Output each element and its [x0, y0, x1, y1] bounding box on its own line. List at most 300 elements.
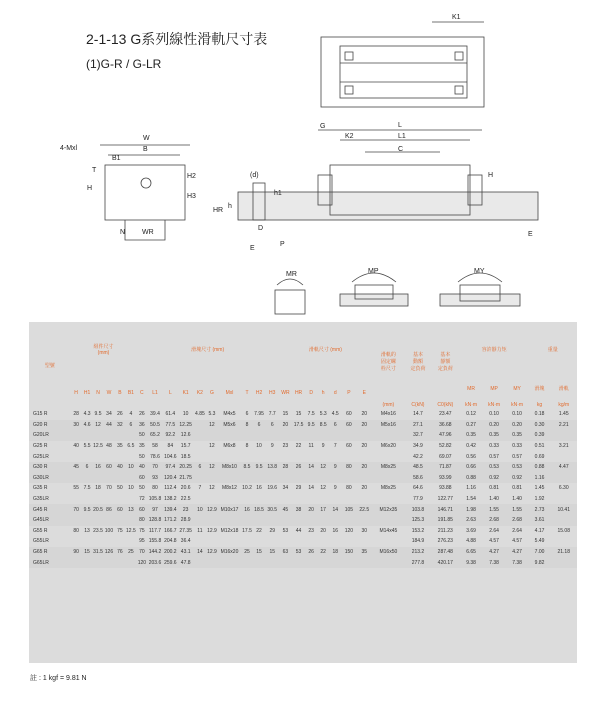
table-cell: 0.51: [534, 443, 545, 450]
table-cell: 50: [117, 485, 123, 492]
table-cell: 71.87: [439, 464, 452, 471]
table-cell: [252, 494, 265, 505]
table-cell: 126: [104, 549, 114, 556]
table-cell: 0.92: [512, 474, 522, 481]
header-sub: D: [309, 390, 313, 396]
table-cell: [341, 451, 356, 462]
table-cell: 14: [332, 506, 339, 513]
table-cell: M6x20: [380, 443, 396, 450]
table-cell: 10: [128, 464, 134, 471]
table-cell: [193, 420, 206, 431]
table-row: [29, 557, 577, 568]
table-cell: 0.88: [534, 464, 545, 471]
table-cell: M12x18: [220, 527, 239, 534]
table-cell: 0.12: [466, 411, 476, 418]
table-cell: 22.5: [180, 496, 191, 503]
table-cell: [193, 536, 206, 547]
table-cell: 60: [139, 506, 145, 513]
table-cell: 12.25: [179, 421, 192, 428]
table-cell: 42.2: [413, 453, 423, 460]
header-unit: (mm): [382, 401, 395, 408]
table-cell: 72: [139, 496, 145, 503]
table-cell: 0.35: [489, 432, 499, 439]
table-cell: 200.2: [164, 549, 177, 556]
table-cell: [242, 430, 253, 441]
table-cell: M10x17: [220, 506, 239, 513]
model-name: G55 R: [33, 527, 48, 534]
table-cell: [71, 536, 82, 547]
table-cell: [252, 451, 265, 462]
table-cell: 287.48: [437, 549, 453, 556]
table-cell: [329, 515, 341, 526]
header-unit: kN·m: [488, 401, 501, 408]
page-title: 2-1-13 G系列線性滑軌尺寸表: [86, 31, 268, 47]
table-cell: 29: [295, 485, 302, 492]
table-cell: [242, 494, 253, 505]
table-cell: 23: [282, 443, 289, 450]
table-cell: 14: [197, 549, 203, 556]
table-cell: 6: [333, 421, 337, 428]
header-unit: kN·m: [465, 401, 478, 408]
table-cell: [82, 536, 93, 547]
table-cell: 14: [308, 464, 314, 471]
table-cell: 5.3: [319, 411, 327, 418]
table-cell: 12: [209, 485, 215, 492]
table-cell: 22.5: [359, 506, 370, 513]
table-cell: [341, 536, 356, 547]
table-cell: 97: [152, 506, 158, 513]
table-cell: 20.5: [93, 506, 103, 513]
table-cell: 139.4: [164, 506, 177, 513]
header-unit: C0(kN): [437, 401, 454, 408]
table-cell: 23: [182, 506, 189, 513]
table-cell: M6x8: [223, 443, 236, 450]
header-sub: HR: [294, 390, 303, 396]
table-cell: 9: [270, 443, 274, 450]
table-cell: 0.10: [512, 411, 522, 418]
table-cell: 77.9: [413, 496, 423, 503]
table-cell: [357, 515, 372, 526]
table-cell: [93, 430, 104, 441]
table-cell: [329, 494, 341, 505]
table-cell: 40: [139, 464, 145, 471]
table-cell: 19.6: [267, 485, 278, 492]
table-cell: 8: [245, 443, 249, 450]
table-cell: 34.9: [413, 443, 423, 450]
table-cell: 12: [320, 485, 326, 492]
table-cell: 22: [295, 443, 302, 450]
table-cell: [357, 430, 372, 441]
table-cell: M14x45: [379, 527, 398, 534]
table-row: [29, 526, 577, 537]
table-cell: 16: [256, 485, 262, 492]
table-cell: [242, 515, 253, 526]
table-cell: 60: [106, 464, 112, 471]
label-n: N: [120, 229, 126, 236]
table-cell: 103.8: [411, 506, 425, 513]
model-name: G45LR: [33, 517, 49, 524]
table-cell: [305, 451, 317, 462]
table-cell: 12.6: [180, 432, 191, 439]
table-cell: 4.88: [466, 538, 476, 545]
table-cell: [206, 494, 217, 505]
table-cell: [292, 557, 305, 568]
table-cell: 2.21: [558, 421, 569, 428]
table-cell: [305, 494, 317, 505]
table-cell: 70: [73, 506, 79, 513]
table-cell: 22: [256, 527, 262, 534]
table-cell: [125, 536, 136, 547]
header-sub: MR: [467, 385, 475, 392]
label-g: G: [320, 123, 326, 130]
header-sub: H3: [269, 390, 276, 396]
table-cell: [357, 536, 372, 547]
table-cell: [217, 430, 241, 441]
table-cell: [114, 557, 125, 568]
table-cell: 15: [282, 411, 289, 418]
model-name: G55LR: [33, 538, 49, 545]
table-cell: 20.6: [180, 485, 191, 492]
table-cell: 23: [308, 527, 314, 534]
table-cell: 0.69: [534, 453, 545, 460]
label-mr: MR: [286, 271, 297, 278]
table-cell: 0.39: [534, 432, 545, 439]
table-cell: 26: [308, 549, 314, 556]
table-cell: [317, 557, 329, 568]
table-cell: 0.35: [512, 432, 522, 439]
table-cell: 69.07: [439, 453, 452, 460]
table-cell: 30: [73, 421, 79, 428]
table-cell: [193, 441, 206, 452]
table-cell: [217, 536, 241, 547]
table-cell: 13.8: [267, 464, 278, 471]
table-cell: [193, 515, 206, 526]
table-row: [29, 462, 577, 473]
table-cell: 60: [139, 474, 145, 481]
table-cell: 15.08: [557, 527, 570, 534]
table-cell: 44: [106, 421, 112, 428]
label-mp: MP: [368, 268, 379, 275]
table-cell: [372, 451, 405, 462]
table-cell: 48: [106, 443, 112, 450]
header-moment: 容許靜力矩: [481, 347, 507, 353]
table-cell: 2.68: [489, 517, 499, 524]
table-cell: 0.20: [512, 421, 522, 428]
table-cell: 7.5: [307, 411, 315, 418]
table-cell: 7.38: [489, 559, 499, 566]
table-cell: 8.5: [243, 464, 251, 471]
table-cell: 203.6: [148, 559, 162, 566]
label-mxl: 4-Mxl: [60, 145, 78, 152]
table-cell: 86: [106, 506, 112, 513]
table-cell: 13: [128, 506, 134, 513]
label-h2: H2: [187, 173, 196, 180]
table-cell: [372, 494, 405, 505]
label-p: P: [280, 241, 285, 248]
table-cell: [252, 536, 265, 547]
header-sub: P: [347, 390, 351, 396]
table-cell: 6.5: [127, 443, 135, 450]
table-cell: M16x50: [379, 549, 398, 556]
table-cell: [292, 473, 305, 484]
table-cell: [93, 536, 104, 547]
table-cell: 1.55: [489, 506, 499, 513]
table-cell: 28: [73, 411, 79, 418]
table-cell: 53: [282, 527, 289, 534]
table-cell: [103, 473, 114, 484]
label-d: D: [258, 225, 264, 232]
table-cell: 120.4: [164, 474, 177, 481]
table-row: [29, 547, 577, 558]
table-cell: 1.92: [534, 496, 545, 503]
table-cell: [551, 536, 578, 547]
table-cell: 50.5: [150, 421, 160, 428]
table-cell: 1.45: [558, 411, 569, 418]
table-cell: 166.7: [164, 527, 177, 534]
table-cell: 58.6: [413, 474, 423, 481]
table-cell: 35: [117, 443, 123, 450]
table-cell: 120: [344, 527, 354, 534]
table-cell: 36: [139, 421, 145, 428]
table-cell: [217, 473, 241, 484]
table-cell: [206, 473, 217, 484]
table-cell: 75: [139, 527, 145, 534]
table-cell: 47.8: [180, 559, 191, 566]
table-cell: [357, 557, 372, 568]
table-cell: [103, 451, 114, 462]
table-row: [29, 420, 577, 431]
table-cell: 9: [333, 464, 337, 471]
table-cell: [193, 557, 206, 568]
model-name: G30 R: [33, 464, 48, 471]
table-row: [29, 494, 577, 505]
table-cell: 18: [332, 549, 339, 556]
table-cell: 0.92: [489, 474, 499, 481]
table-cell: 1.16: [466, 485, 476, 492]
table-cell: 13: [84, 527, 90, 534]
table-cell: 90: [73, 549, 79, 556]
table-cell: [372, 515, 405, 526]
table-cell: [292, 515, 305, 526]
table-cell: 104.6: [164, 453, 177, 460]
header-unit: kg/m: [558, 401, 570, 408]
header-sub: C: [140, 390, 144, 396]
table-cell: [372, 557, 405, 568]
label-b1: B1: [112, 155, 121, 162]
table-cell: [125, 430, 136, 441]
table-cell: [93, 557, 104, 568]
table-cell: 93.88: [439, 485, 452, 492]
table-cell: [206, 451, 217, 462]
side-view: [213, 122, 538, 252]
header-sub: L1: [152, 390, 158, 396]
page-subtitle: (1)G-R / G-LR: [86, 57, 162, 71]
table-cell: 100: [104, 527, 114, 534]
table-cell: [206, 430, 217, 441]
table-cell: 17: [320, 506, 326, 513]
table-cell: 9.5: [307, 421, 315, 428]
table-cell: 45: [73, 464, 79, 471]
header-sub: 滑軌: [558, 386, 569, 392]
table-cell: 50: [139, 453, 145, 460]
table-cell: 10: [197, 506, 203, 513]
table-cell: [329, 430, 341, 441]
table-cell: 0.81: [512, 485, 522, 492]
table-cell: [71, 515, 82, 526]
header-sub: WR: [281, 390, 290, 396]
table-cell: 28: [282, 464, 289, 471]
table-cell: [93, 515, 104, 526]
table-cell: 20: [361, 421, 368, 428]
label-h: H: [87, 185, 93, 192]
table-cell: 53: [295, 549, 302, 556]
table-cell: [341, 557, 356, 568]
table-cell: 0.42: [466, 443, 476, 450]
table-cell: [372, 473, 405, 484]
table-cell: [217, 451, 241, 462]
table-cell: [317, 430, 329, 441]
table-cell: 21.75: [179, 474, 192, 481]
table-cell: 20.25: [179, 464, 192, 471]
table-cell: [266, 430, 279, 441]
model-name: G65 R: [33, 549, 48, 556]
table-cell: 7.7: [268, 411, 276, 418]
header-sub: T: [245, 390, 249, 396]
table-cell: 4.3: [83, 411, 91, 418]
table-cell: 276.23: [437, 538, 453, 545]
table-cell: [329, 536, 341, 547]
table-cell: 34: [282, 485, 289, 492]
table-cell: 70: [139, 549, 145, 556]
table-cell: 12: [95, 421, 101, 428]
table-row: [29, 536, 577, 547]
table-cell: [372, 430, 405, 441]
table-cell: 144.2: [148, 549, 162, 556]
table-cell: 12.9: [207, 549, 217, 556]
table-cell: 9.5: [94, 411, 102, 418]
table-cell: 60: [117, 506, 123, 513]
table-cell: [305, 557, 317, 568]
table-cell: 1.45: [534, 485, 545, 492]
table-cell: 9.5: [83, 506, 91, 513]
header-weight: 重量: [547, 347, 558, 353]
table-cell: [279, 430, 292, 441]
header-sub: H1: [83, 390, 91, 396]
table-cell: 0.33: [489, 443, 499, 450]
table-cell: 48.5: [413, 464, 423, 471]
table-cell: 6: [245, 411, 249, 418]
table-cell: 8.5: [319, 421, 327, 428]
table-cell: 0.33: [512, 443, 522, 450]
table-cell: [217, 494, 241, 505]
table-cell: 2.64: [489, 527, 499, 534]
header-unit: C(kN): [411, 401, 425, 408]
table-cell: [357, 451, 372, 462]
table-cell: 105: [344, 506, 354, 513]
table-cell: 0.57: [489, 453, 499, 460]
table-cell: [551, 515, 578, 526]
label-l: L: [398, 122, 402, 129]
table-cell: 4.6: [83, 421, 91, 428]
table-cell: [279, 494, 292, 505]
table-cell: [206, 536, 217, 547]
table-cell: 52.82: [439, 443, 452, 450]
table-cell: 1.40: [489, 496, 499, 503]
table-cell: 60: [346, 421, 352, 428]
table-cell: [329, 451, 341, 462]
table-row: [29, 451, 577, 462]
table-cell: 23.47: [439, 411, 452, 418]
table-cell: [305, 515, 317, 526]
header-sub: Mxl: [225, 390, 234, 396]
table-cell: 4.17: [534, 527, 545, 534]
table-cell: 16: [95, 464, 101, 471]
table-cell: 0.66: [466, 464, 476, 471]
header-sub: G: [210, 390, 214, 396]
table-cell: [252, 473, 265, 484]
table-cell: 150: [344, 549, 354, 556]
table-cell: [82, 515, 93, 526]
table-cell: [372, 536, 405, 547]
table-cell: 0.30: [534, 421, 545, 428]
table-cell: [71, 473, 82, 484]
table-cell: 32.7: [413, 432, 423, 439]
table-cell: 171.2: [164, 517, 177, 524]
table-cell: 95: [139, 538, 145, 545]
header-sub: h: [321, 390, 325, 396]
table-cell: 12: [209, 464, 215, 471]
header-sub: H2: [255, 390, 263, 396]
table-cell: 6: [129, 421, 133, 428]
table-cell: 50: [139, 485, 145, 492]
table-cell: [206, 557, 217, 568]
header-sub: W: [106, 390, 112, 396]
table-cell: 36.68: [439, 421, 452, 428]
table-cell: 12.5: [93, 443, 103, 450]
table-cell: 27.1: [413, 421, 423, 428]
table-cell: 25: [128, 549, 134, 556]
table-cell: 10.41: [557, 506, 570, 513]
table-cell: [242, 473, 253, 484]
header-sub: E: [362, 390, 366, 396]
label-c: C: [398, 146, 404, 153]
header-unit: kN·m: [511, 401, 524, 408]
model-name: G65LR: [33, 559, 49, 566]
table-cell: 43.1: [180, 549, 191, 556]
table-cell: [82, 451, 93, 462]
table-cell: [551, 494, 578, 505]
label-h-small: h: [228, 203, 232, 210]
table-cell: 1.16: [534, 474, 545, 481]
model-name: G15 R: [33, 411, 48, 418]
table-cell: 40: [117, 464, 123, 471]
table-cell: [103, 515, 114, 526]
table-cell: [266, 451, 279, 462]
table-cell: 7: [198, 485, 202, 492]
table-cell: [252, 430, 265, 441]
table-cell: [551, 557, 578, 568]
table-cell: 4.85: [195, 411, 205, 418]
table-subheader-row: [29, 377, 577, 400]
table-cell: 213.2: [411, 549, 425, 556]
table-cell: 1.98: [466, 506, 476, 513]
table-cell: 65.2: [150, 432, 160, 439]
table-cell: 18: [95, 485, 101, 492]
table-cell: [279, 536, 292, 547]
table-cell: [93, 451, 104, 462]
table-cell: [71, 494, 82, 505]
table-cell: [114, 494, 125, 505]
